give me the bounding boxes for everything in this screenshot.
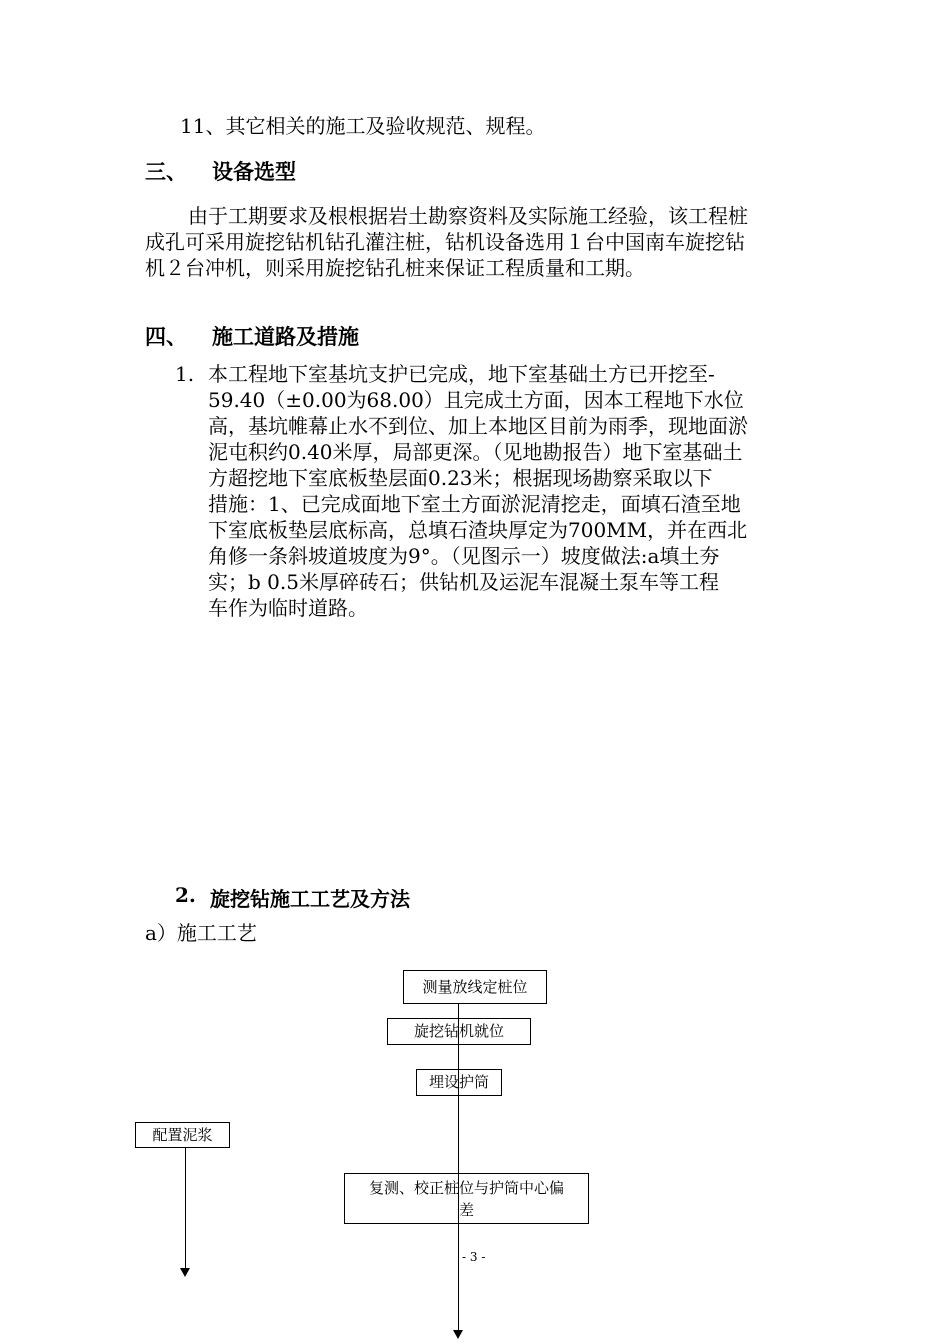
paragraph-line: 高，基坑帷幕止水不到位、加上本地区目前为雨季，现地面淤: [208, 414, 748, 438]
paragraph-line: 机２台冲机，则采用旋挖钻孔桩来保证工程质量和工期。: [145, 256, 645, 280]
subsection-label: a）施工工艺: [145, 921, 257, 945]
paragraph-line: 角修一条斜坡道坡度为9°。（见图示一）坡度做法:a填土夯: [208, 544, 720, 568]
arrow-head-icon: [180, 1268, 190, 1277]
flow-connector-main: [458, 1003, 459, 1333]
subsection-number: 2.: [175, 883, 196, 907]
paragraph-line: 方超挖地下室底板垫层面0.23米；根据现场勘察采取以下: [208, 466, 713, 490]
paragraph-line: 实；b 0.5米厚碎砖石；供钻机及运泥车混凝土泵车等工程: [208, 570, 719, 594]
section-title: 施工道路及措施: [212, 324, 359, 349]
flow-step-recheck-line2: 差: [458, 1201, 474, 1219]
arrow-head-icon: [453, 1330, 463, 1339]
flow-connector-side: [185, 1147, 186, 1269]
flow-step-measure: 测量放线定桩位: [403, 970, 547, 1004]
page-number: - 3 -: [462, 1250, 486, 1264]
section-number: 四、: [145, 324, 187, 349]
section-number: 三、: [145, 159, 187, 184]
paragraph-line: 本工程地下室基坑支护已完成，地下室基础土方已开挖至-: [208, 362, 715, 386]
paragraph-line: 由于工期要求及根根据岩土勘察资料及实际施工经验，该工程桩: [188, 204, 748, 228]
list-marker: 1.: [175, 362, 195, 386]
paragraph-line: 成孔可采用旋挖钻机钻孔灌注桩，钻机设备选用１台中国南车旋挖钻: [145, 230, 745, 254]
paragraph-line: 车作为临时道路。: [208, 596, 368, 620]
subsection-title: 旋挖钻施工工艺及方法: [210, 887, 410, 911]
flow-step-recheck-line1: 复测、校正桩位与护筒中心偏: [368, 1179, 564, 1197]
section-title: 设备选型: [212, 159, 296, 184]
flow-step-mud: 配置泥浆: [135, 1122, 230, 1148]
paragraph-line: 59.40（±0.00为68.00）且完成土方面，因本工程地下水位: [208, 388, 744, 412]
paragraph-line: 措施：1、已完成面地下室土方面淤泥清挖走，面填石渣至地: [208, 492, 741, 516]
flow-step-recheck: [344, 1173, 589, 1224]
list-item-11: 11、其它相关的施工及验收规范、规程。: [180, 114, 546, 138]
paragraph-line: 下室底板垫层底标高，总填石渣块厚定为700MM，并在西北: [208, 518, 748, 542]
flow-step-rig-position: 旋挖钻机就位: [387, 1018, 531, 1045]
flow-step-casing: 埋设护筒: [416, 1069, 502, 1096]
paragraph-line: 泥屯积约0.40米厚，局部更深。（见地勘报告）地下室基础土: [208, 440, 743, 464]
